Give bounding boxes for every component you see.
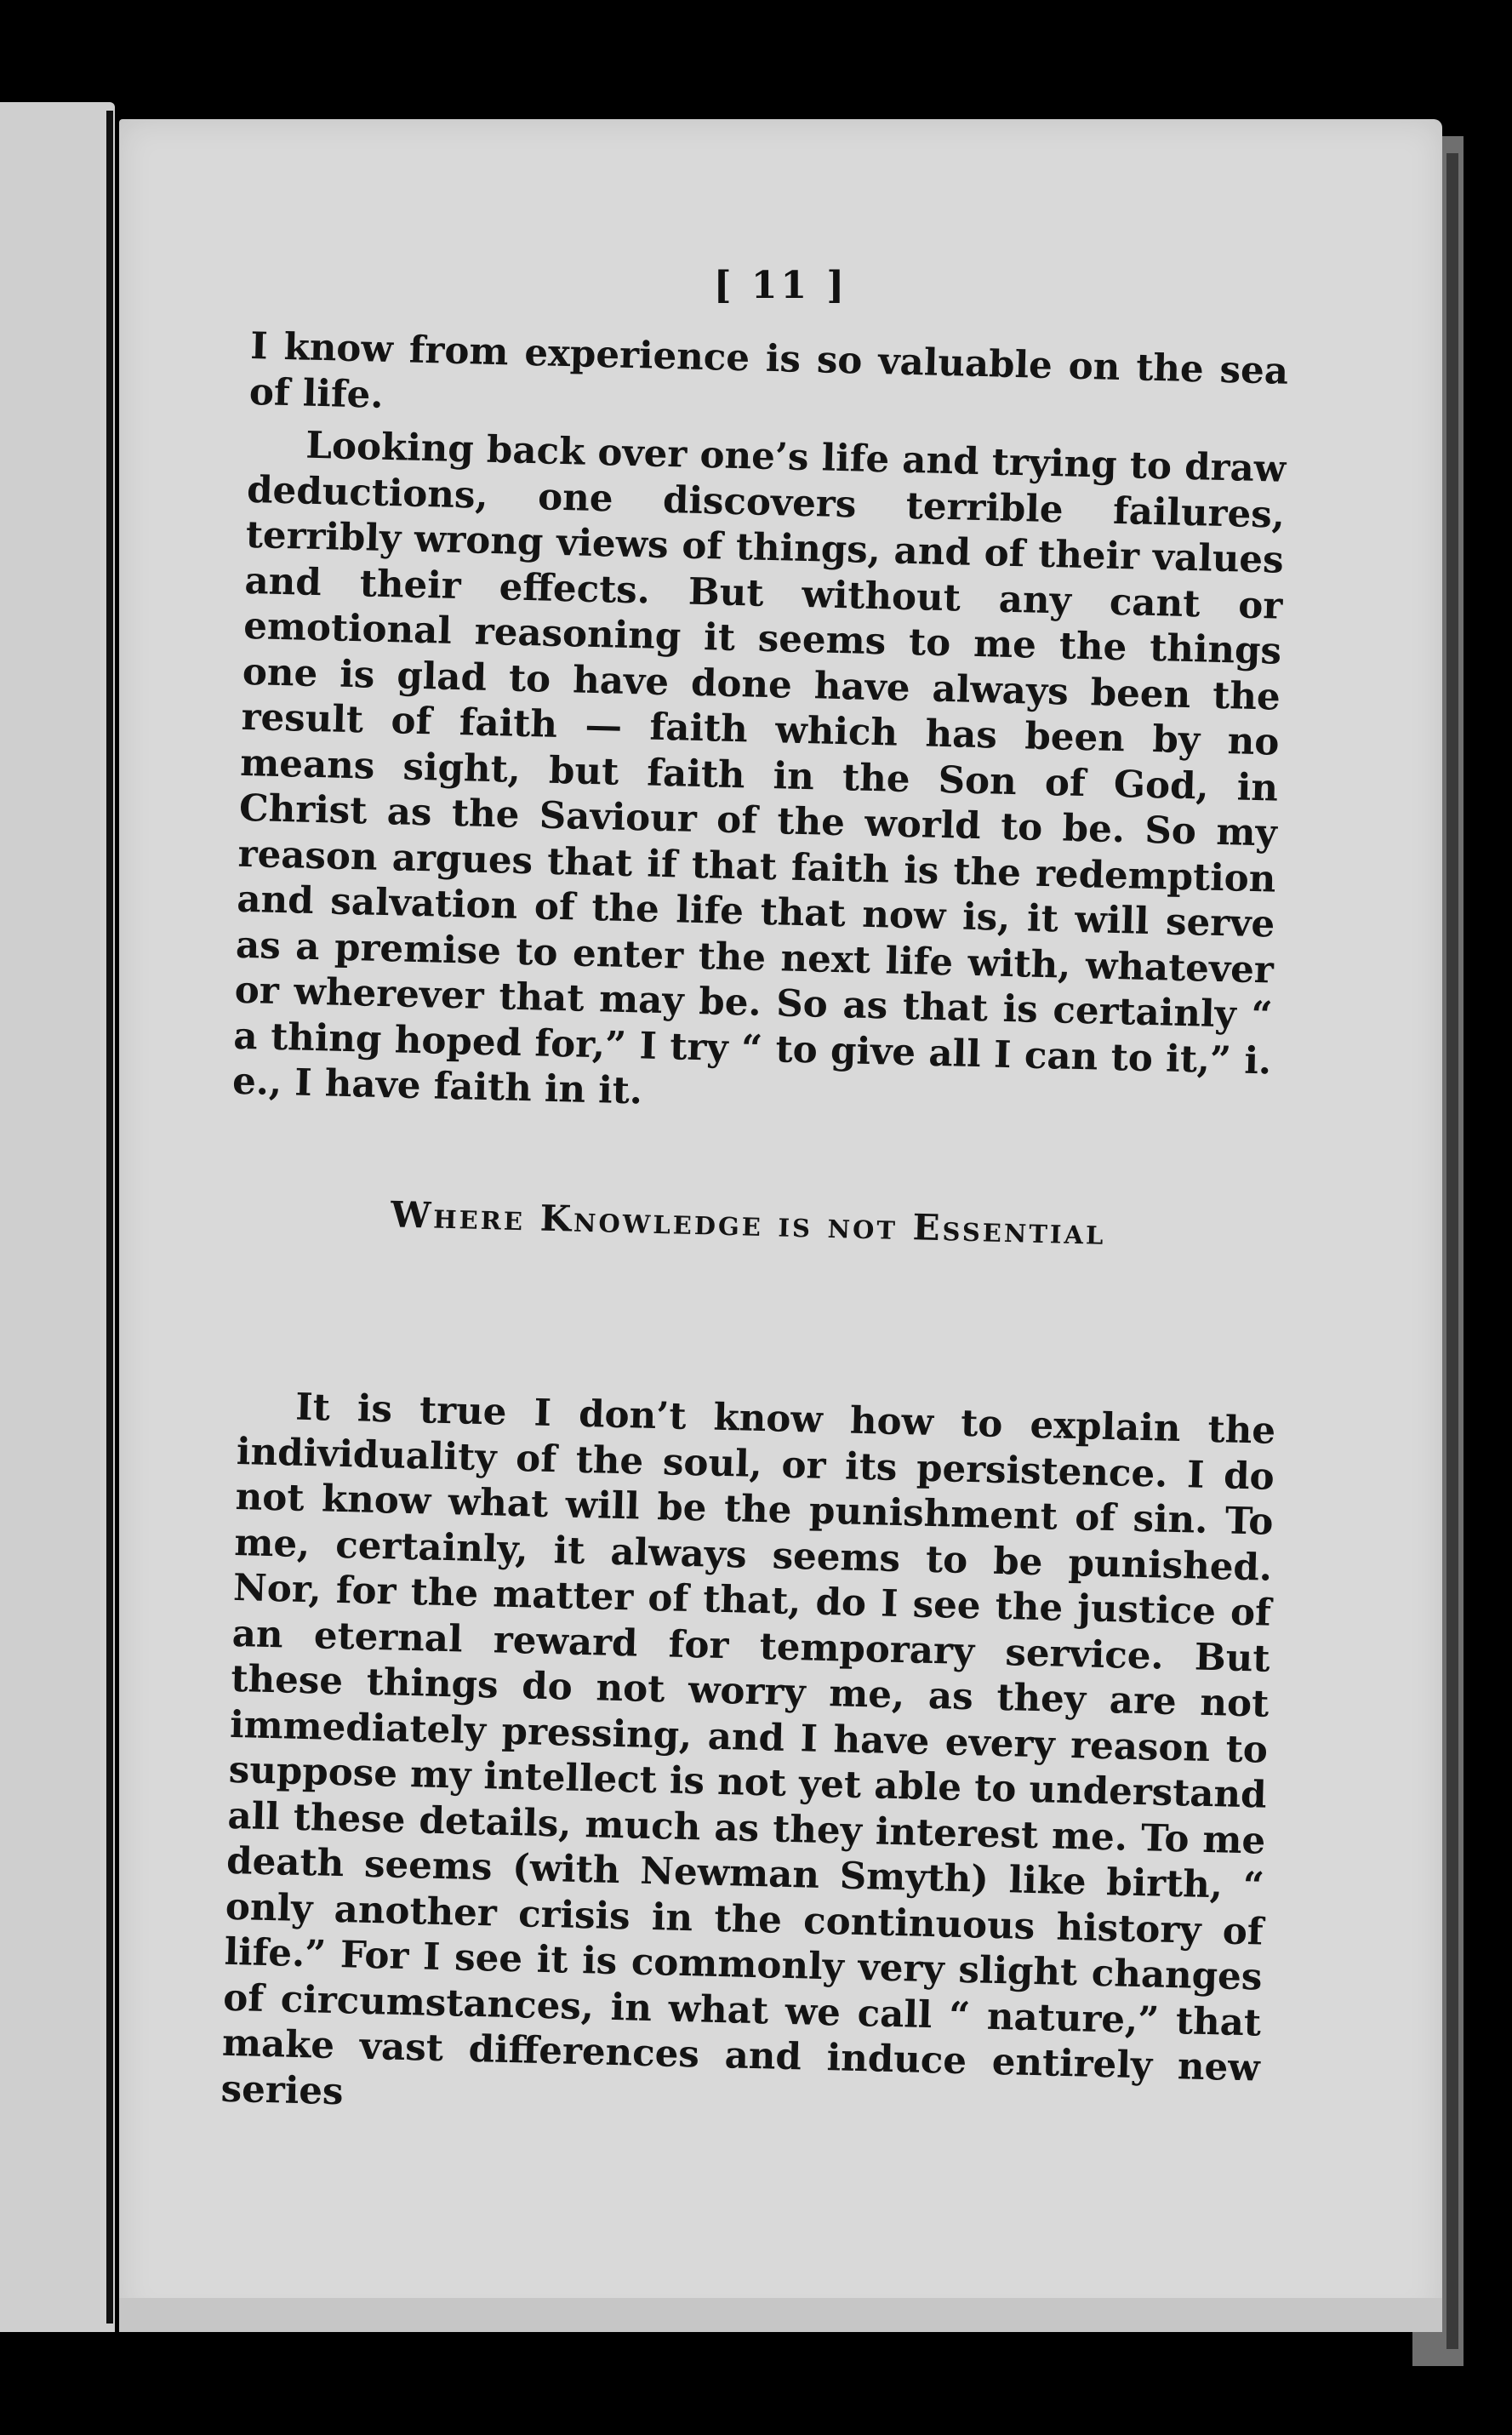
adjacent-left-page bbox=[0, 102, 115, 2332]
section-body-text bbox=[220, 1383, 1276, 2137]
book-cover-inner-edge bbox=[1446, 153, 1458, 2349]
page-bottom-shadow bbox=[119, 2298, 1442, 2332]
page-body-text bbox=[227, 323, 1288, 1311]
continued-paragraph: I know from experience is so valuable on the sea of life. bbox=[248, 323, 1289, 417]
body-paragraph: Looking back over one’s life and trying to draw deductions, one discovers terrible failures, terribly wrong views of things, and of their values and their effects. But without any cant or emotional reasoning it seems to me the things one is glad to have done have always been the result of faith — faith which has been by no means sight, but faith in the Son of God, in Christ as the Saviour of the world to be. So my reason argues that if that faith is the redemption and salvation of the life that now is, it will serve as a premise to enter the next life with, whatever or wherever that may be. So as that is certainly “ a thing hoped for,” I try “ to give all I can to it,” i. e., I have faith in it. bbox=[231, 423, 1287, 1113]
page-number: [ 11 ] bbox=[713, 264, 848, 307]
page-gutter bbox=[106, 111, 113, 2324]
section-heading: Where Knowledge is not Essential bbox=[390, 1192, 1107, 1253]
book-page bbox=[119, 119, 1442, 2324]
section-paragraph: It is true I don’t know how to explain the individuality of the soul, or its persistence. I do not know what will be the punishment of sin. To me, certainly, it always seems to be punished. Nor, for the matter of that, do I see the justice of an eternal reward for temporary service. But these things do not worry me, as they are not immediately pressing, and I have every reason to suppose my intellect is not yet able to understand all these details, much as they interest me. To me death seems (with Newman Smyth) like birth, “ only another crisis in the continuous history of life.” For I see it is commonly very slight changes of circumstances, in what we call “ nature,” that make vast differences and induce entirely new series bbox=[220, 1385, 1276, 2113]
